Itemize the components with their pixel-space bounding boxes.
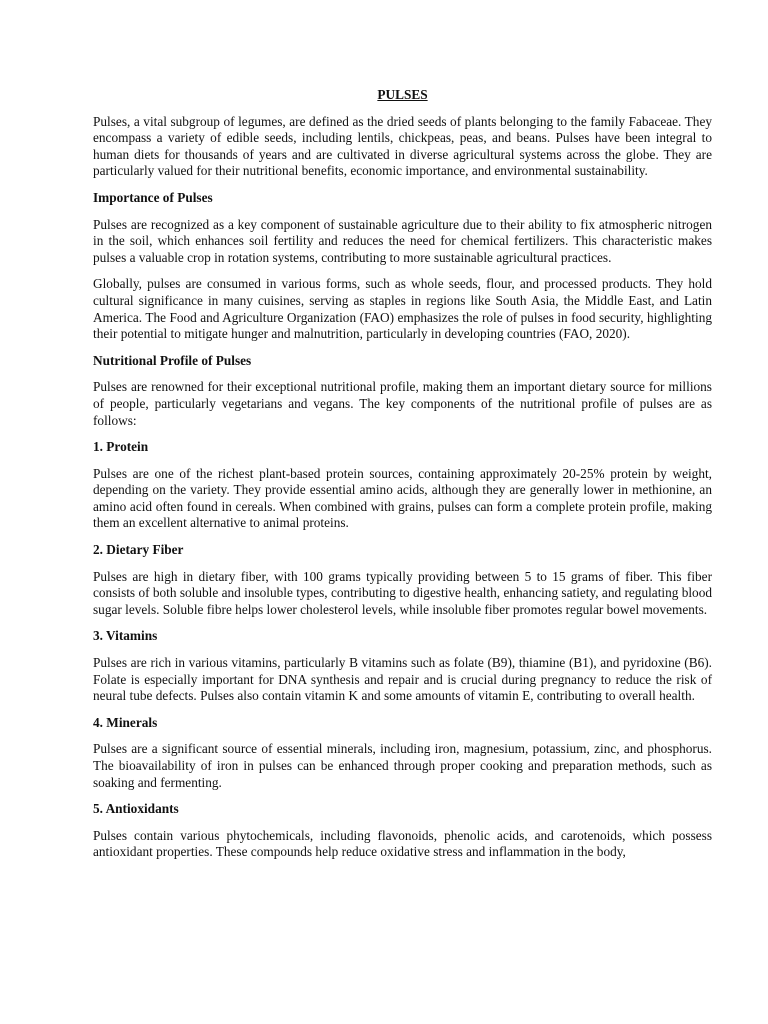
document-title: PULSES <box>377 87 428 102</box>
vitamins-paragraph: Pulses are rich in various vitamins, particularly B vitamins such as folate (B9), thiamine (B1), and pyridoxine (B6). Folate is especially important for DNA synthesis and repair and is crucial during pregnancy to reduce the risk of neural tube defects. Pulses also contain vitamin K and some amounts of vitamin E, contributing to overall health. <box>93 655 712 704</box>
importance-paragraph-2: Globally, pulses are consumed in various forms, such as whole seeds, flour, and processed products. They hold cultural significance in many cuisines, serving as staples in regions like South Asia, the Middle East, and Latin America. The Food and Agriculture Organization (FAO) emphasizes the role of pulses in food security, highlighting their potential to mitigate hunger and malnutrition, particularly in developing countries (FAO, 2020). <box>93 276 712 342</box>
dietary-fiber-paragraph: Pulses are high in dietary fiber, with 100 grams typically providing between 5 to 15 grams of fiber. This fiber consists of both soluble and insoluble types, contributing to digestive health, enhancing satiety, and regulating blood sugar levels. Soluble fibre helps lower cholesterol levels, while insoluble fiber promotes regular bowel movements. <box>93 568 712 617</box>
section-heading-vitamins: 3. Vitamins <box>93 628 158 644</box>
intro-paragraph: Pulses, a vital subgroup of legumes, are defined as the dried seeds of plants belonging to the family Fabaceae. They encompass a variety of edible seeds, including lentils, chickpeas, peas, and beans. Pulses have been integral to human diets for thousands of years and are cultivated in diverse agricultural systems across the globe. They are particularly valued for their nutritional benefits, economic importance, and environmental sustainability. <box>93 113 712 179</box>
nutrition-intro-paragraph: Pulses are renowned for their exceptional nutritional profile, making them an important dietary source for millions of people, particularly vegetarians and vegans. The key components of the nutritional profile of pulses are as follows: <box>93 379 712 428</box>
antioxidants-paragraph: Pulses contain various phytochemicals, including flavonoids, phenolic acids, and carotenoids, which possess antioxidant properties. These compounds help reduce oxidative stress and inflammation in the body, <box>93 827 712 860</box>
section-heading-antioxidants: 5. Antioxidants <box>93 801 179 817</box>
section-heading-protein: 1. Protein <box>93 439 149 455</box>
protein-paragraph: Pulses are one of the richest plant-based protein sources, containing approximately 20-25% protein by weight, depending on the variety. They provide essential amino acids, although they are generally lower in methionine, an amino acid often found in cereals. When combined with grains, pulses can form a complete protein profile, making them an excellent alternative to animal proteins. <box>93 465 712 531</box>
section-heading-nutritional-profile: Nutritional Profile of Pulses <box>93 352 252 368</box>
section-heading-importance: Importance of Pulses <box>93 189 213 205</box>
minerals-paragraph: Pulses are a significant source of essential minerals, including iron, magnesium, potassium, zinc, and phosphorus. The bioavailability of iron in pulses can be enhanced through proper cooking and preparation methods, such as soaking and fermenting. <box>93 741 712 790</box>
document-page <box>93 87 712 871</box>
importance-paragraph-1: Pulses are recognized as a key component of sustainable agriculture due to their ability to fix atmospheric nitrogen in the soil, which enhances soil fertility and reduces the need for chemical fertilizers. This characteristic makes pulses a valuable crop in rotation systems, contributing to more sustainable agricultural practices. <box>93 216 712 265</box>
section-heading-dietary-fiber: 2. Dietary Fiber <box>93 542 184 558</box>
section-heading-minerals: 4. Minerals <box>93 714 158 730</box>
